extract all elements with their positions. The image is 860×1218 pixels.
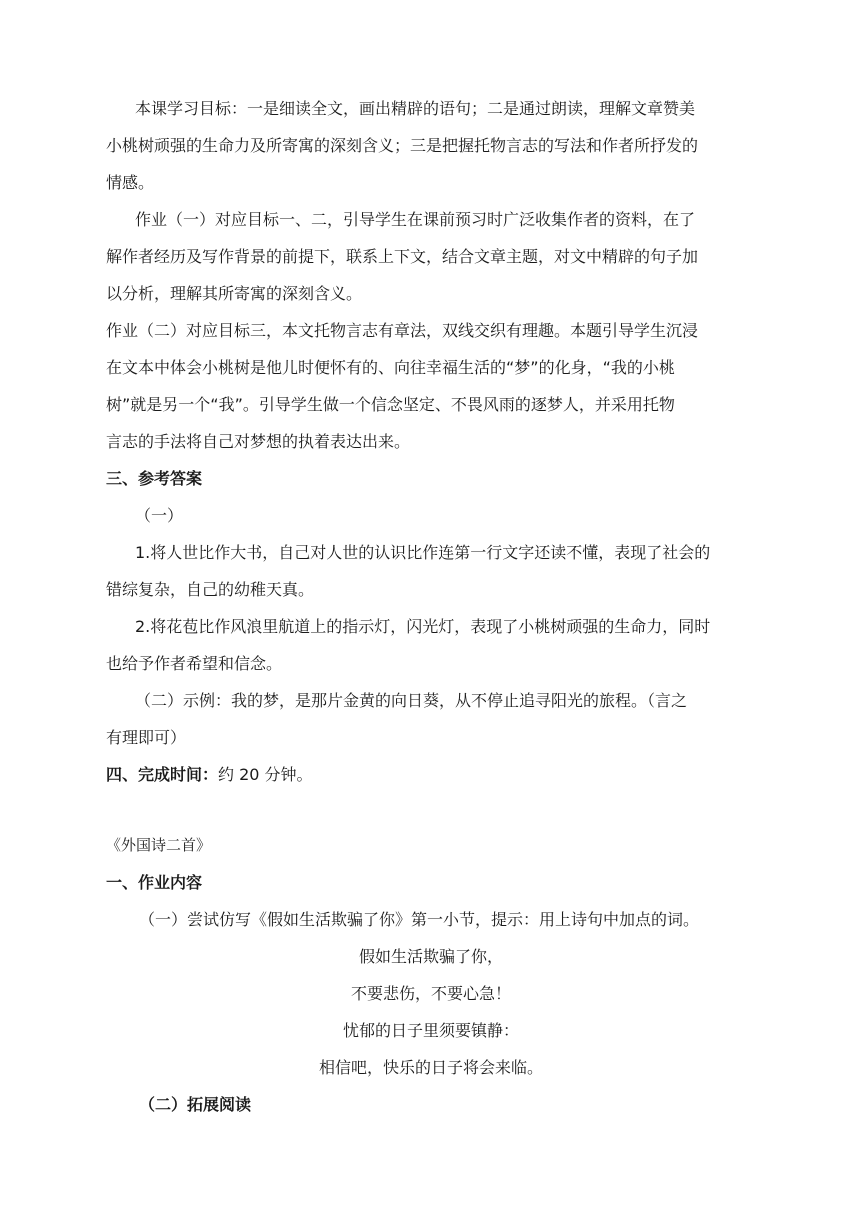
spacer [106,793,756,827]
paragraph-line: 情感。 [106,173,155,192]
paragraph-line: 作业（一）对应目标一、二，引导学生在课前预习时广泛收集作者的资料，在了 [135,210,696,229]
section-heading-time [106,756,756,793]
answer-line: （二）示例：我的梦，是那片金黄的向日葵，从不停止追寻阳光的旅程。（言之 [135,691,688,710]
paragraph-line: 解作者经历及写作背景的前提下，联系上下文，结合文章主题，对文中精辟的句子加 [106,247,699,266]
paragraph-line: 小桃树顽强的生命力及所寄寓的深刻含义；三是把握托物言志的写法和作者所抒发的 [106,136,699,155]
paragraph-line: 树”就是另一个“我”。引导学生做一个信念坚定、不畏风雨的逐梦人，并采用托物 [106,395,675,414]
answer-line: 也给予作者希望和信念。 [106,654,283,673]
paragraph-line: 言志的手法将自己对梦想的执着表达出来。 [106,432,411,451]
time-label: 四、完成时间： [106,765,219,784]
poem-line: 忧郁的日子里须要镇静： [342,1021,519,1040]
poem-line: 相信吧，快乐的日子将会来临。 [318,1058,543,1077]
answer-line: 2.将花苞比作风浪里航道上的指示灯，闪光灯，表现了小桃树顽强的生命力，同时 [135,617,711,636]
section-heading-content: 一、作业内容 [106,873,203,892]
paragraph-line: 作业（二）对应目标三，本文托物言志有章法，双线交织有理趣。本题引导学生沉浸 [106,321,699,340]
answer-line: 错综复杂，自己的幼稚天真。 [106,580,315,599]
paragraph-line: 以分析，理解其所寄寓的深刻含义。 [106,284,363,303]
paragraph-line: 本课学习目标：一是细读全文，画出精辟的语句；二是通过朗读，理解文章赞美 [135,99,696,118]
document-page [106,90,756,1123]
poem-line: 假如生活欺骗了你， [358,947,503,966]
section-heading-answers: 三、参考答案 [106,469,203,488]
time-value: 约 20 分钟。 [218,765,313,784]
answer-subheading: （一） [135,506,184,525]
task-heading: （二）拓展阅读 [139,1095,252,1114]
paragraph-line: 在文本中体会小桃树是他儿时便怀有的、向往幸福生活的“梦”的化身，“我的小桃 [106,358,675,377]
answer-line: 有理即可） [106,728,187,747]
lesson-title: 《外国诗二首》 [106,836,212,854]
task-line: （一）尝试仿写《假如生活欺骗了你》第一小节，提示：用上诗句中加点的词。 [139,910,700,929]
poem-line: 不要悲伤，不要心急！ [350,984,511,1003]
answer-line: 1.将人世比作大书，自己对人世的认识比作连第一行文字还读不懂，表现了社会的 [135,543,711,562]
